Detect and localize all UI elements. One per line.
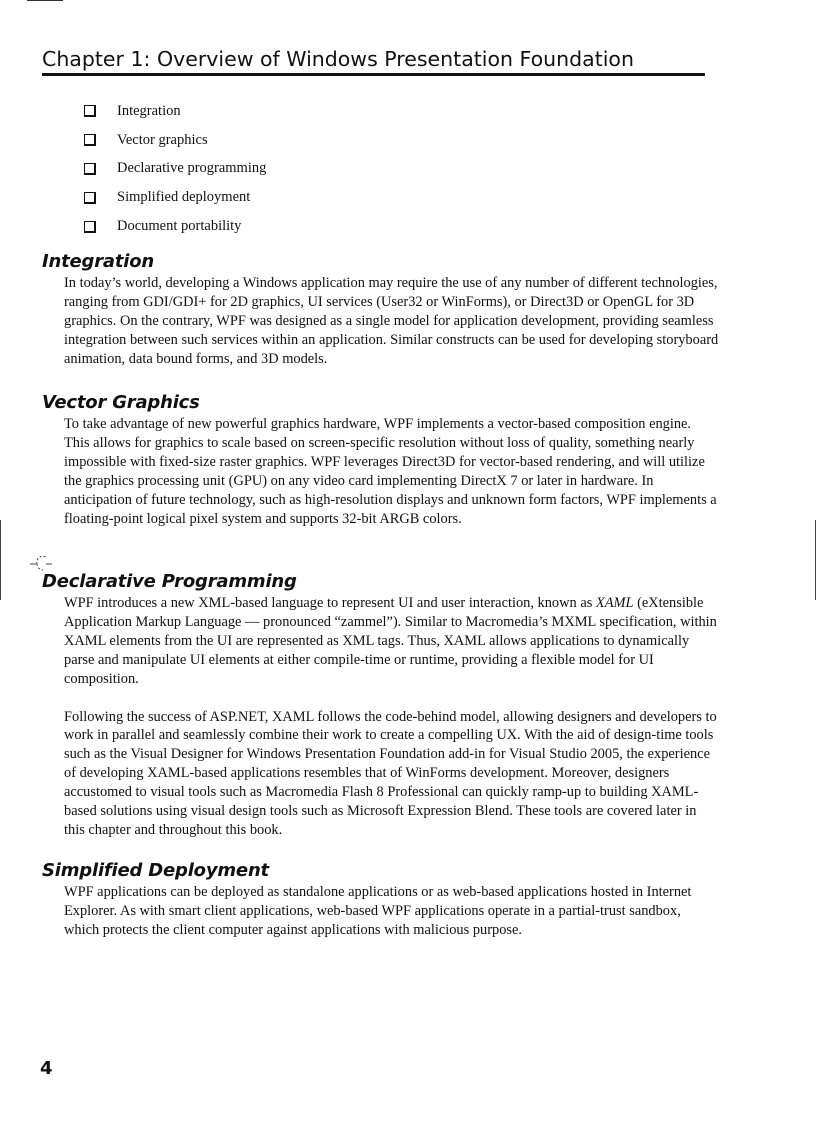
section-heading: Simplified Deployment	[42, 860, 269, 881]
section-vector-graphics	[42, 391, 722, 528]
section-declarative-programming	[42, 570, 722, 840]
list-item	[84, 126, 266, 155]
chapter-header: Chapter 1: Overview of Windows Presentation Foundation	[42, 46, 705, 76]
list-item	[84, 97, 266, 126]
paragraph: WPF applications can be deployed as standalone applications or as web-based applications hosted in Internet Explorer. As with smart client applications, web-based WPF applications operate in a partial-trust sandbox, which protects the client computer against applications with malicious purpose.	[64, 884, 692, 938]
bullet-list	[84, 97, 266, 241]
margin-mark-left	[0, 520, 1, 600]
checkbox-bullet-icon	[84, 192, 96, 204]
paragraph: To take advantage of new powerful graphics hardware, WPF implements a vector-based composition engine. This allows for graphics to scale based on screen-specific resolution without loss of quality, something nearly impossible with fixed-size raster graphics. WPF leverages Direct3D for vector-based rendering, and will utilize the graphics processing unit (GPU) on any video card implementing DirectX 7 or later in hardware. In anticipation of future technology, such as high-resolution displays and unknown form factors, WPF implements a floating-point logical pixel system and supports 32-bit ARGB colors.	[64, 416, 717, 527]
top-rule	[27, 0, 63, 1]
list-item-text: Simplified deployment	[117, 189, 251, 206]
checkbox-bullet-icon	[84, 105, 96, 117]
list-item-text: Document portability	[117, 218, 242, 235]
list-item-text: Vector graphics	[117, 131, 208, 148]
list-item-text: Integration	[117, 102, 181, 119]
checkbox-bullet-icon	[84, 163, 96, 175]
section-heading: Integration	[42, 251, 154, 272]
list-item	[84, 155, 266, 184]
checkbox-bullet-icon	[84, 221, 96, 233]
list-item-text: Declarative programming	[117, 160, 267, 177]
paragraph: WPF introduces a new XML-based language to represent UI and user interaction, known as XAML (eXtensible Application Markup Language — pronounced “zammel”). Similar to Macromedia’s MXML specification, within XAML elements from the UI are represented as XML tags. Thus, XAML allows applications to dynamically parse and manipulate UI elements at either compile-time or runtime, providing a flexible model for UI composition.	[64, 595, 717, 687]
xaml-term: XAML	[595, 595, 634, 611]
paragraph: Following the success of ASP.NET, XAML follows the code-behind model, allowing designers and developers to work in parallel and seamlessly combine their work to create a compelling UX. With the aid of design-time tools such as the Visual Designer for Windows Presentation Foundation add-in for Visual Studio 2005, the experience of developing XAML-based applications resembles that of WinForms development. Moreover, designers accustomed to visual tools such as Macromedia Flash 8 Professional can quickly ramp-up to building XAML-based solutions using visual design tools such as Microsoft Expression Blend. These tools are covered later in this chapter and throughout this book.	[64, 708, 717, 838]
registration-mark-icon	[28, 551, 54, 571]
section-simplified-deployment	[42, 859, 722, 940]
section-heading: Vector Graphics	[42, 392, 200, 413]
list-item	[84, 212, 266, 241]
list-item	[84, 183, 266, 212]
section-heading: Declarative Programming	[42, 571, 297, 592]
paragraph: In today’s world, developing a Windows application may require the use of any number of different technologies, ranging from GDI/GDI+ for 2D graphics, UI services (User32 or WinForms), or Direct3D or OpenGL for 3D graphics. On the contrary, WPF was designed as a single model for application development, providing seamless integration between such services within an application. Similar constructs can be used for developing storyboard animation, data bound forms, and 3D models.	[64, 275, 719, 367]
page-number: 4	[40, 1058, 53, 1079]
checkbox-bullet-icon	[84, 134, 96, 146]
section-integration	[42, 250, 722, 369]
